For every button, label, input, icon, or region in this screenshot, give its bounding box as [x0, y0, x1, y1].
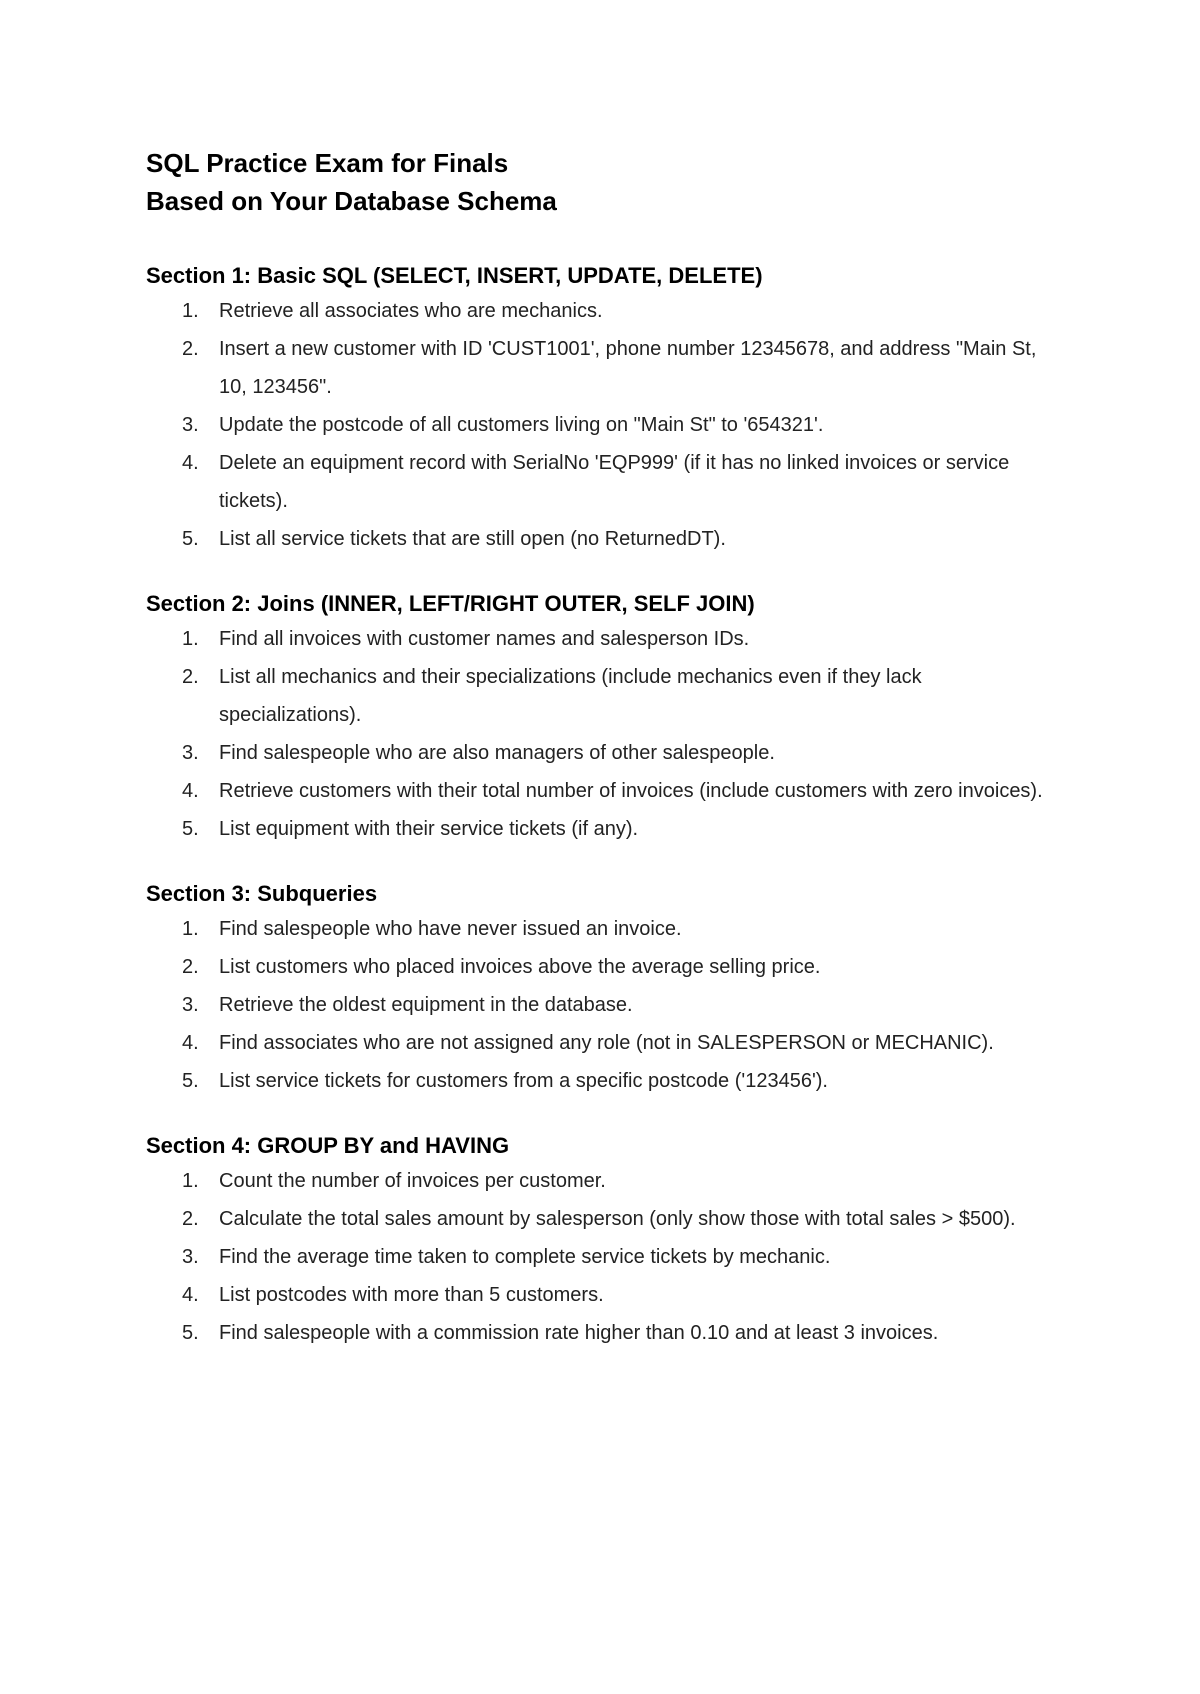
question-item	[146, 444, 1046, 520]
question-text: Find salespeople who have never issued an invoice.	[219, 918, 682, 940]
section-3	[146, 878, 1046, 1100]
question-text: Find the average time taken to complete service tickets by mechanic.	[219, 1246, 831, 1268]
question-number: 1.	[182, 918, 199, 940]
question-number: 5.	[182, 1070, 199, 1092]
document-subtitle: Based on Your Database Schema	[146, 186, 557, 216]
question-item	[146, 406, 1046, 444]
question-number: 4.	[182, 452, 199, 474]
question-item	[146, 620, 1046, 658]
question-text: Retrieve customers with their total number of invoices (include customers with zero invoices).	[219, 780, 1043, 802]
question-item	[146, 330, 1046, 406]
question-list	[146, 620, 1046, 848]
question-item	[146, 1200, 1046, 1238]
section-1	[146, 260, 1046, 558]
question-list	[146, 292, 1046, 558]
question-item	[146, 658, 1046, 734]
question-item	[146, 1024, 1046, 1062]
section-heading: Section 4: GROUP BY and HAVING	[146, 1133, 510, 1158]
question-text: List customers who placed invoices above the average selling price.	[219, 956, 821, 978]
section-heading: Section 3: Subqueries	[146, 881, 378, 906]
question-number: 5.	[182, 528, 199, 550]
question-number: 5.	[182, 818, 199, 840]
question-item	[146, 734, 1046, 772]
question-item	[146, 910, 1046, 948]
question-number: 4.	[182, 780, 199, 802]
question-number: 3.	[182, 414, 199, 436]
question-text: Find salespeople who are also managers of other salespeople.	[219, 742, 775, 764]
question-list	[146, 1162, 1046, 1352]
question-list	[146, 910, 1046, 1100]
question-item	[146, 1314, 1046, 1352]
question-number: 1.	[182, 1170, 199, 1192]
question-text: Retrieve all associates who are mechanics.	[219, 300, 603, 322]
section-4	[146, 1130, 1046, 1352]
question-item	[146, 986, 1046, 1024]
question-number: 1.	[182, 300, 199, 322]
question-item	[146, 1162, 1046, 1200]
question-number: 2.	[182, 338, 199, 360]
question-text: List postcodes with more than 5 customers.	[219, 1284, 604, 1306]
question-item	[146, 810, 1046, 848]
question-item	[146, 1062, 1046, 1100]
question-number: 3.	[182, 994, 199, 1016]
question-item	[146, 772, 1046, 810]
question-text: Update the postcode of all customers living on "Main St" to '654321'.	[219, 414, 824, 436]
question-number: 3.	[182, 742, 199, 764]
section-heading: Section 2: Joins (INNER, LEFT/RIGHT OUTER, SELF JOIN)	[146, 591, 755, 616]
question-text: List all service tickets that are still open (no ReturnedDT).	[219, 528, 726, 550]
question-text: Find associates who are not assigned any role (not in SALESPERSON or MECHANIC).	[219, 1032, 994, 1054]
question-item	[146, 520, 1046, 558]
document-body	[146, 144, 1046, 1352]
question-number: 1.	[182, 628, 199, 650]
question-text: Retrieve the oldest equipment in the database.	[219, 994, 633, 1016]
section-heading: Section 1: Basic SQL (SELECT, INSERT, UPDATE, DELETE)	[146, 263, 763, 288]
question-number: 2.	[182, 1208, 199, 1230]
question-number: 2.	[182, 666, 199, 688]
question-number: 3.	[182, 1246, 199, 1268]
question-text: Find all invoices with customer names and salesperson IDs.	[219, 628, 750, 650]
question-number: 4.	[182, 1284, 199, 1306]
question-text: List all mechanics and their specializations (include mechanics even if they lack specializations).	[219, 666, 922, 726]
question-number: 2.	[182, 956, 199, 978]
section-2	[146, 588, 1046, 848]
question-item	[146, 292, 1046, 330]
question-text: Insert a new customer with ID 'CUST1001', phone number 12345678, and address "Main St, 10, 123456".	[219, 338, 1037, 398]
question-item	[146, 948, 1046, 986]
question-item	[146, 1276, 1046, 1314]
question-number: 5.	[182, 1322, 199, 1344]
question-text: Find salespeople with a commission rate higher than 0.10 and at least 3 invoices.	[219, 1322, 939, 1344]
question-number: 4.	[182, 1032, 199, 1054]
question-text: Delete an equipment record with SerialNo 'EQP999' (if it has no linked invoices or service tickets).	[219, 452, 1010, 512]
question-text: Calculate the total sales amount by salesperson (only show those with total sales > $500).	[219, 1208, 1016, 1230]
document-title: SQL Practice Exam for Finals	[146, 148, 509, 178]
question-text: List service tickets for customers from a specific postcode ('123456').	[219, 1070, 828, 1092]
question-text: Count the number of invoices per customer.	[219, 1170, 606, 1192]
question-text: List equipment with their service tickets (if any).	[219, 818, 639, 840]
question-item	[146, 1238, 1046, 1276]
